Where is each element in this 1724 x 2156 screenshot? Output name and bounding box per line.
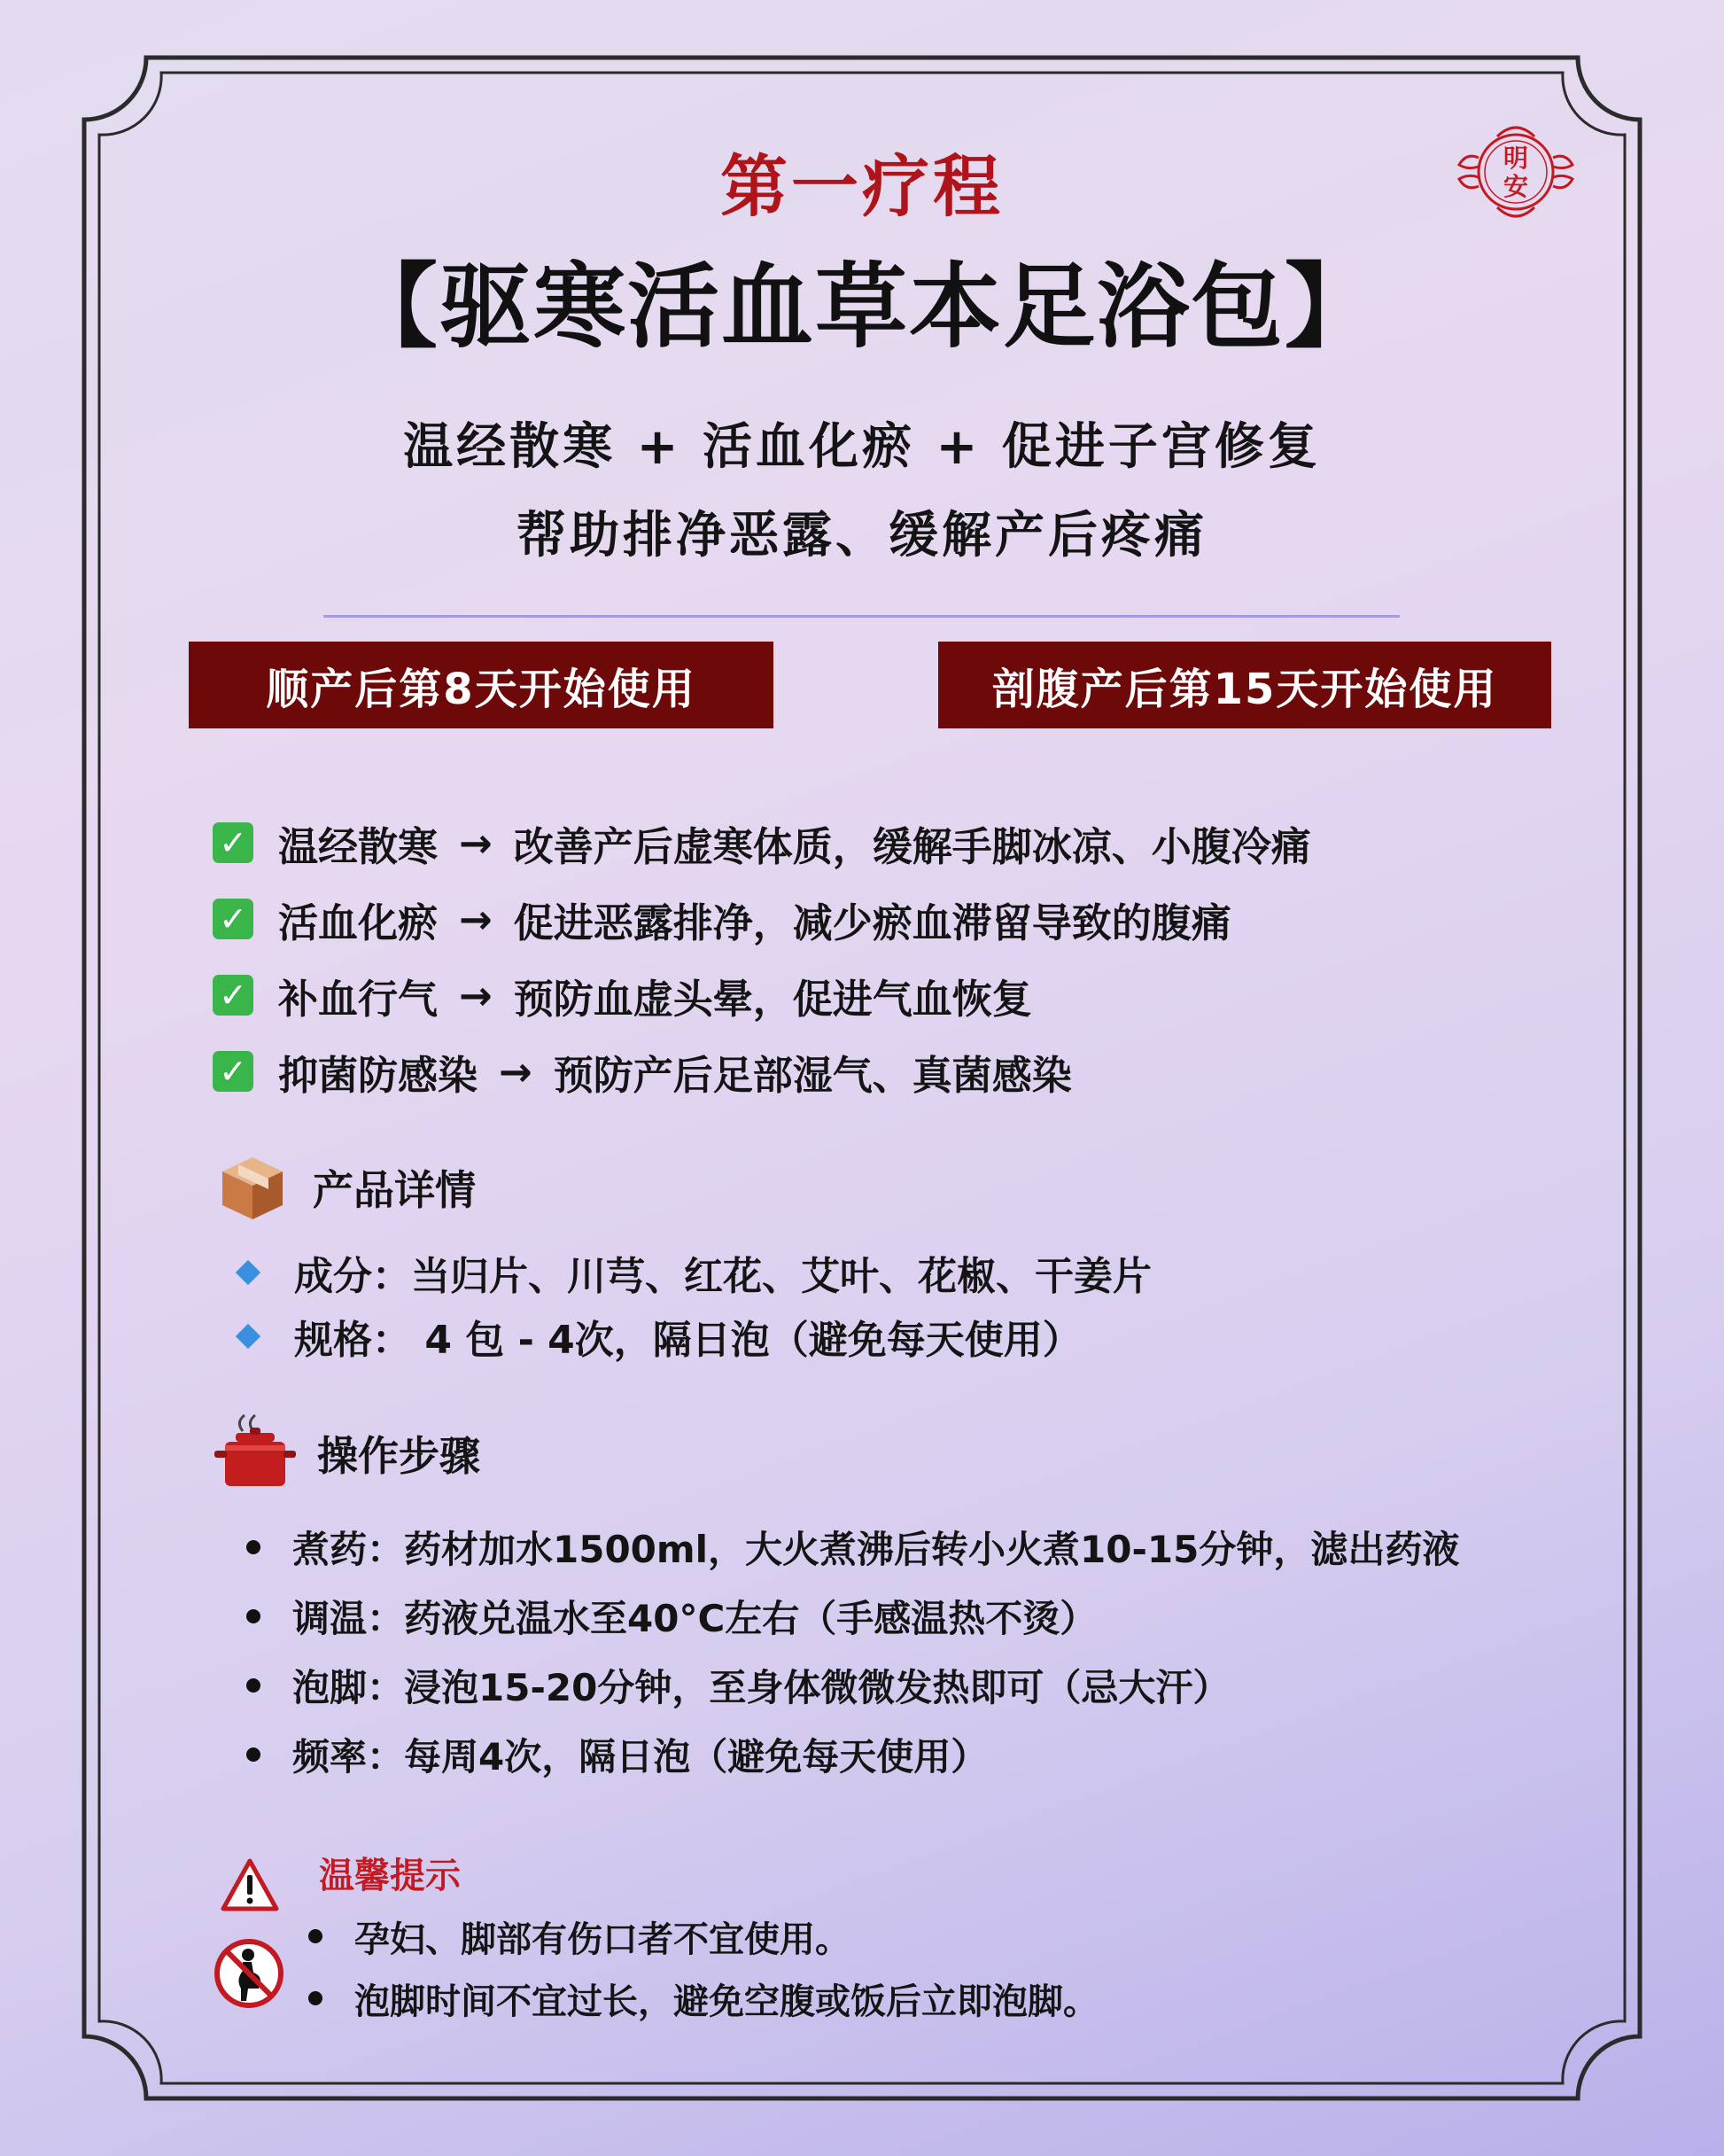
step-text: 调温：药液兑温水至40°C左右（手感温热不烫） [292,1597,1098,1640]
check-icon: ✓ [213,899,253,939]
step-text: 煮药：药材加水1500ml，大火煮沸后转小火煮10-15分钟，滤出药液 [292,1528,1460,1571]
details-item-text: 成分：当归片、川芎、红花、艾叶、花椒、干姜片 [294,1254,1152,1299]
step-text: 频率：每周4次，隔日泡（避免每天使用） [292,1735,989,1779]
divider [323,615,1400,618]
benefit-desc: 促进恶露排净，减少瘀血滞留导致的腹痛 [513,899,1231,946]
check-icon: ✓ [213,1051,253,1092]
benefit-name: 活血化瘀 [278,899,439,946]
badge-natural-birth: 顺产后第8天开始使用 [189,642,773,728]
check-icon: ✓ [213,975,253,1016]
details-item [239,1241,1152,1304]
step-item [246,1582,1459,1651]
benefit-desc: 改善产后虚寒体质，缓解手脚冰凉、小腹冷痛 [513,822,1311,870]
benefit-item [213,805,1311,881]
badge-c-section: 剖腹产后第15天开始使用 [938,642,1551,728]
bullet-icon [246,1747,260,1762]
no-pregnancy-icon [213,1937,285,2010]
details-item-text: 规格： 4 包 - 4次，隔日泡（避免每天使用） [294,1318,1082,1363]
bullet-icon [246,1540,260,1554]
tip-item [308,1967,1099,2029]
diamond-icon [236,1260,260,1285]
tip-item [308,1905,1099,1967]
details-heading [217,1152,476,1223]
subtitle-line-2: 帮助排净恶露、缓解产后疼痛 [516,507,1208,564]
benefit-item [213,957,1311,1033]
steps-list [246,1513,1459,1789]
tips-list [308,1905,1099,2029]
check-icon: ✓ [213,822,253,863]
bullet-icon [308,1929,322,1943]
details-item [239,1304,1152,1368]
course-label: 第一疗程 [720,147,1004,226]
arrow-icon: → [499,1047,532,1095]
benefit-item [213,1033,1311,1109]
arrow-icon: → [459,895,493,943]
details-heading-text: 产品详情 [313,1166,476,1214]
subtitle-line-1: 温经散寒 + 活血化瘀 + 促进子宫修复 [403,418,1321,476]
tips-heading: 温馨提示 [319,1856,461,1896]
warning-icon [220,1857,280,1912]
bullet-icon [246,1678,260,1693]
product-title: 【驱寒活血草本足浴包】 [345,253,1378,361]
step-text: 泡脚：浸泡15-20分钟，至身体微微发热即可（忌大汗） [292,1666,1231,1709]
step-item [246,1651,1459,1720]
svg-text:安: 安 [1503,172,1529,201]
benefit-name: 抑菌防感染 [278,1051,478,1099]
steps-heading-text: 操作步骤 [317,1432,480,1480]
arrow-icon: → [459,971,493,1019]
benefit-name: 温经散寒 [278,822,439,870]
box-icon [217,1152,288,1223]
tip-text: 孕妇、脚部有伤口者不宜使用。 [354,1919,850,1960]
tip-text: 泡脚时间不宜过长，避免空腹或饭后立即泡脚。 [354,1981,1099,2022]
bullet-icon [246,1609,260,1623]
details-list [239,1241,1152,1368]
benefit-desc: 预防血虚头晕，促进气血恢复 [513,975,1032,1023]
arrow-icon: → [459,819,493,867]
benefit-desc: 预防产后足部湿气、真菌感染 [553,1051,1072,1099]
cooking-pot-icon [213,1413,298,1493]
benefits-list [213,805,1311,1109]
benefit-name: 补血行气 [278,975,439,1023]
bullet-icon [308,1991,322,2005]
benefit-item [213,881,1311,957]
diamond-icon [236,1324,260,1349]
step-item [246,1513,1459,1582]
step-item [246,1720,1459,1789]
svg-text:明: 明 [1503,144,1529,173]
steps-heading [213,1413,480,1493]
